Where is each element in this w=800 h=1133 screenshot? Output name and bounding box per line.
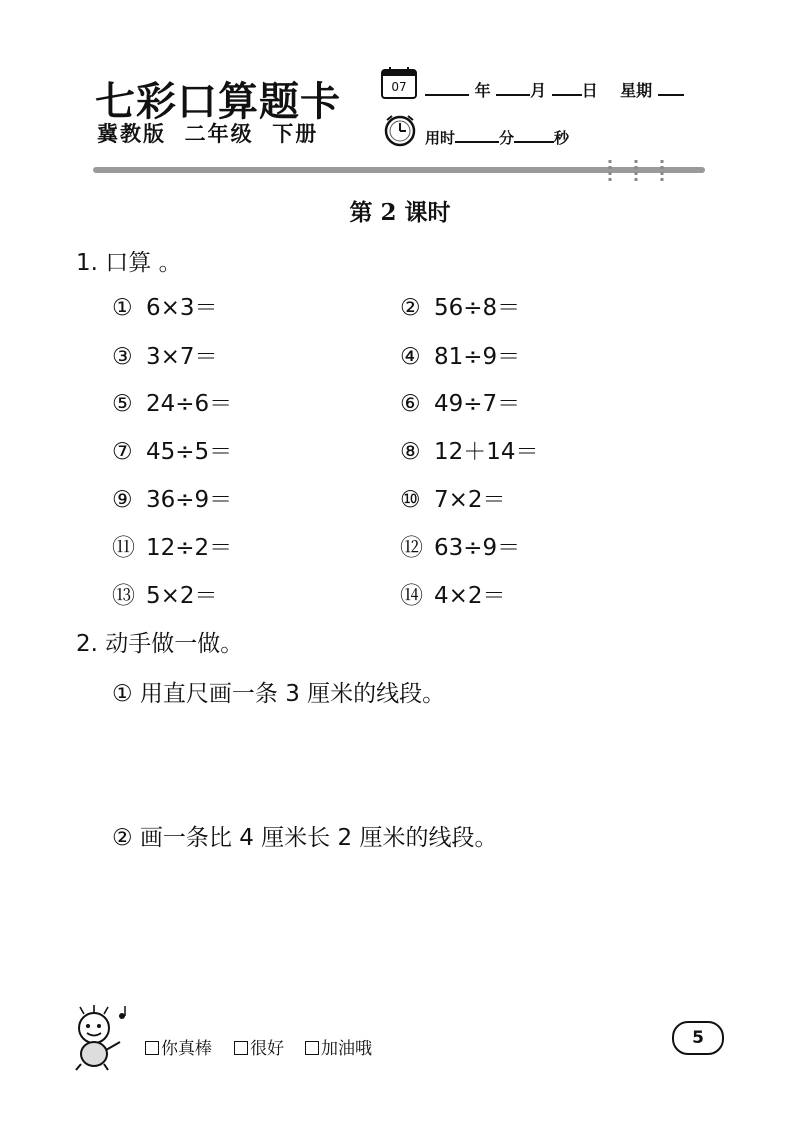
month-blank[interactable] bbox=[496, 80, 530, 96]
problem-expression: 5×2＝ bbox=[146, 583, 218, 609]
problem-expression: 56÷8＝ bbox=[434, 295, 521, 321]
bar-ornament bbox=[624, 158, 648, 184]
problem-item bbox=[112, 338, 218, 371]
section-2-title: 2. 动手做一做。 bbox=[76, 631, 244, 657]
problem-number: ② bbox=[400, 295, 421, 321]
problem-item bbox=[400, 433, 539, 466]
day-label: 日 bbox=[581, 81, 598, 100]
checkbox-icon[interactable] bbox=[305, 1041, 319, 1055]
problem-item bbox=[400, 481, 506, 514]
problem-item bbox=[400, 289, 520, 322]
calendar-icon bbox=[380, 66, 418, 100]
bar-ornament bbox=[598, 158, 622, 184]
section-1-title: 1. 口算 。 bbox=[76, 250, 182, 276]
lesson-title: 第 2 课时 bbox=[349, 199, 451, 226]
month-label: 月 bbox=[530, 81, 547, 100]
problem-expression: 6×3＝ bbox=[146, 295, 218, 321]
rating-option-2[interactable] bbox=[234, 1034, 284, 1059]
checkbox-icon[interactable] bbox=[234, 1041, 248, 1055]
problem-number: ⑧ bbox=[400, 439, 421, 465]
problem-expression: 7×2＝ bbox=[434, 487, 506, 513]
problem-expression: 4×2＝ bbox=[434, 583, 506, 609]
minutes-label: 分 bbox=[499, 129, 515, 147]
weekday-label: 星期 bbox=[620, 81, 653, 100]
rating-label: 你真棒 bbox=[161, 1039, 212, 1059]
time-label: 用时 bbox=[425, 129, 456, 147]
brand-title: 七彩口算题卡 bbox=[95, 78, 341, 125]
problem-number: ⑭ bbox=[400, 583, 423, 609]
problem-item bbox=[400, 385, 520, 418]
rating-label: 很好 bbox=[250, 1039, 284, 1059]
page-number: 5 bbox=[672, 1021, 724, 1055]
problem-item bbox=[400, 338, 520, 371]
problem-number: ⑥ bbox=[400, 391, 421, 417]
problem-expression: 3×7＝ bbox=[146, 344, 218, 370]
problem-number: ⑨ bbox=[112, 487, 133, 513]
rating-label: 加油哦 bbox=[321, 1039, 372, 1059]
problem-number: ⑫ bbox=[400, 535, 423, 561]
year-label: 年 bbox=[474, 81, 491, 100]
time-line bbox=[425, 127, 569, 148]
clock-icon bbox=[382, 112, 418, 148]
date-line bbox=[425, 78, 684, 101]
problem-expression: 81÷9＝ bbox=[434, 344, 521, 370]
problem-item bbox=[112, 385, 232, 418]
problem-number: ⑬ bbox=[112, 583, 135, 609]
problem-expression: 12＋14＝ bbox=[434, 439, 539, 465]
grade: 二年级 bbox=[184, 122, 254, 146]
bar-ornament bbox=[650, 158, 674, 184]
rating-option-3[interactable] bbox=[305, 1034, 372, 1059]
problem-number: ⑩ bbox=[400, 487, 421, 513]
problem-expression: 45÷5＝ bbox=[146, 439, 233, 465]
task-2: ② 画一条比 4 厘米长 2 厘米的线段。 bbox=[112, 825, 498, 851]
problem-item bbox=[400, 529, 520, 562]
problem-item bbox=[112, 433, 232, 466]
problem-number: ① bbox=[112, 295, 133, 321]
book-edition-line bbox=[97, 118, 318, 148]
year-blank[interactable] bbox=[425, 80, 469, 96]
problem-number: ⑪ bbox=[112, 535, 135, 561]
problem-number: ⑤ bbox=[112, 391, 133, 417]
problem-expression: 36÷9＝ bbox=[146, 487, 233, 513]
seconds-blank[interactable] bbox=[514, 127, 554, 143]
problem-expression: 24÷6＝ bbox=[146, 391, 233, 417]
rating-option-1[interactable] bbox=[145, 1034, 212, 1059]
minutes-blank[interactable] bbox=[455, 127, 499, 143]
mascot-icon bbox=[66, 1002, 132, 1072]
checkbox-icon[interactable] bbox=[145, 1041, 159, 1055]
problem-item bbox=[112, 529, 232, 562]
problem-number: ③ bbox=[112, 344, 133, 370]
problem-item bbox=[400, 577, 506, 610]
task-1: ① 用直尺画一条 3 厘米的线段。 bbox=[112, 681, 446, 707]
problem-expression: 12÷2＝ bbox=[146, 535, 233, 561]
problem-item bbox=[112, 577, 218, 610]
volume: 下册 bbox=[272, 122, 319, 146]
problem-item bbox=[112, 289, 218, 322]
day-blank[interactable] bbox=[552, 80, 582, 96]
calendar-number: 07 bbox=[391, 80, 407, 94]
problem-expression: 49÷7＝ bbox=[434, 391, 521, 417]
weekday-blank[interactable] bbox=[658, 80, 684, 96]
problem-number: ⑦ bbox=[112, 439, 133, 465]
problem-expression: 63÷9＝ bbox=[434, 535, 521, 561]
seconds-label: 秒 bbox=[554, 129, 570, 147]
edition: 冀教版 bbox=[97, 122, 166, 146]
problem-item bbox=[112, 481, 232, 514]
problem-number: ④ bbox=[400, 344, 421, 370]
